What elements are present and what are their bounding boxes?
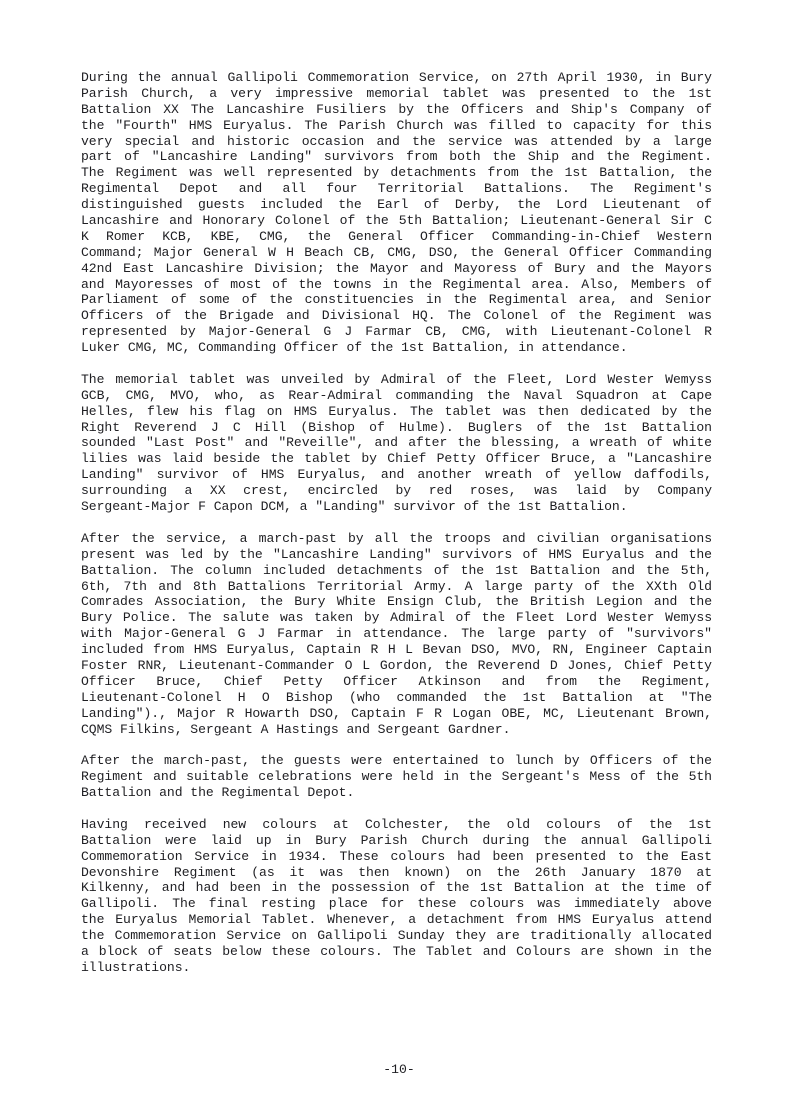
text-line: Regiment and suitable celebrations were held in the Sergeant's Mess of the 5th xyxy=(81,769,712,785)
text-line: Comrades Association, the Bury White Ensign Club, the British Legion and the xyxy=(81,594,712,610)
paragraph-colours xyxy=(81,817,712,976)
text-line: represented by Major-General G J Farmar CB, CMG, with Lieutenant-Colonel R xyxy=(81,324,712,340)
text-line: Landing" survivor of HMS Euryalus, and another wreath of yellow daffodils, xyxy=(81,467,712,483)
text-line: surrounding a XX crest, encircled by red roses, was laid by Company xyxy=(81,483,712,499)
text-line: included from HMS Euryalus, Captain R H L Bevan DSO, MVO, RN, Engineer Captain xyxy=(81,642,712,658)
text-line: Kilkenny, and had been in the possession of the 1st Battalion at the time of xyxy=(81,880,712,896)
text-line: Parliament of some of the constituencies in the Regimental area, and Senior xyxy=(81,292,712,308)
text-line: GCB, CMG, MVO, who, as Rear-Admiral commanding the Naval Squadron at Cape xyxy=(81,387,712,403)
text-line: Officers of the Brigade and Divisional HQ. The Colonel of the Regiment was xyxy=(81,308,712,324)
text-line: the Commemoration Service on Gallipoli Sunday they are traditionally allocated xyxy=(81,928,712,944)
paragraph-commemoration-service xyxy=(81,70,712,356)
text-line: Battalion XX The Lancashire Fusiliers by the Officers and Ship's Company of xyxy=(81,101,712,117)
text-line: 42nd East Lancashire Division; the Mayor and Mayoress of Bury and the Mayors xyxy=(81,260,712,276)
text-line: Having received new colours at Colchester, the old colours of the 1st xyxy=(81,816,712,832)
text-line: Command; Major General W H Beach CB, CMG, DSO, the General Officer Commanding xyxy=(81,244,712,260)
text-line: K Romer KCB, KBE, CMG, the General Officer Commanding-in-Chief Western xyxy=(81,228,712,244)
text-line: Sergeant-Major F Capon DCM, a "Landing" survivor of the 1st Battalion. xyxy=(81,499,628,515)
text-line: lilies was laid beside the tablet by Chief Petty Officer Bruce, a "Lancashire xyxy=(81,451,712,467)
text-line: CQMS Filkins, Sergeant A Hastings and Sergeant Gardner. xyxy=(81,721,511,737)
text-line: Officer Bruce, Chief Petty Officer Atkinson and from the Regiment, xyxy=(81,673,712,689)
paragraph-march-past xyxy=(81,531,712,738)
text-line: Landing")., Major R Howarth DSO, Captain F R Logan OBE, MC, Lieutenant Brown, xyxy=(81,705,712,721)
text-line: After the march-past, the guests were entertained to lunch by Officers of the xyxy=(81,753,712,769)
text-line: Lancashire and Honorary Colonel of the 5th Battalion; Lieutenant-General Sir C xyxy=(81,213,712,229)
text-line: Devonshire Regiment (as it was then known) on the 26th January 1870 at xyxy=(81,864,712,880)
text-line: Right Reverend J C Hill (Bishop of Hulme). Buglers of the 1st Battalion xyxy=(81,419,712,435)
text-line: During the annual Gallipoli Commemoration Service, on 27th April 1930, in Bury xyxy=(81,70,712,85)
text-line: distinguished guests included the Earl of Derby, the Lord Lieutenant of xyxy=(81,197,712,213)
text-line: very special and historic occasion and the service was attended by a large xyxy=(81,133,712,149)
text-line: Bury Police. The salute was taken by Admiral of the Fleet Lord Wester Wemyss xyxy=(81,610,712,626)
text-line: present was led by the "Lancashire Landing" survivors of HMS Euryalus and the xyxy=(81,546,712,562)
text-line: The Regiment was well represented by detachments from the 1st Battalion, the xyxy=(81,165,712,181)
text-line: the Euryalus Memorial Tablet. Whenever, a detachment from HMS Euryalus attend xyxy=(81,912,712,928)
text-line: Foster RNR, Lieutenant-Commander O L Gordon, the Reverend D Jones, Chief Petty xyxy=(81,657,712,673)
text-line: Parish Church, a very impressive memorial tablet was presented to the 1st xyxy=(81,85,712,101)
page-number: -10- xyxy=(383,1062,415,1077)
text-line: Commemoration Service in 1934. These colours had been presented to the East xyxy=(81,848,712,864)
text-line: Helles, flew his flag on HMS Euryalus. The tablet was then dedicated by the xyxy=(81,403,712,419)
paragraph-tablet-unveiling xyxy=(81,372,712,515)
text-line: Regimental Depot and all four Territorial Battalions. The Regiment's xyxy=(81,181,712,197)
text-line: sounded "Last Post" and "Reveille", and after the blessing, a wreath of white xyxy=(81,435,712,451)
text-line: After the service, a march-past by all the troops and civilian organisations xyxy=(81,530,712,546)
text-line: Gallipoli. The final resting place for these colours was immediately above xyxy=(81,896,712,912)
text-line: Battalion were laid up in Bury Parish Church during the annual Gallipoli xyxy=(81,832,712,848)
text-line: a block of seats below these colours. The Tablet and Colours are shown in the xyxy=(81,943,712,959)
text-line: The memorial tablet was unveiled by Admiral of the Fleet, Lord Wester Wemyss xyxy=(81,371,712,387)
text-line: 6th, 7th and 8th Battalions Territorial Army. A large party of the XXth Old xyxy=(81,578,712,594)
paragraph-lunch xyxy=(81,753,712,801)
text-line: Battalion. The column included detachments of the 1st Battalion and the 5th, xyxy=(81,562,712,578)
text-line: Battalion and the Regimental Depot. xyxy=(81,785,355,801)
text-line: Luker CMG, MC, Commanding Officer of the 1st Battalion, in attendance. xyxy=(81,340,628,356)
text-line: illustrations. xyxy=(81,959,191,975)
document-body xyxy=(81,70,712,992)
text-line: with Major-General G J Farmar in attendance. The large party of "survivors" xyxy=(81,626,712,642)
text-line: the "Fourth" HMS Euryalus. The Parish Church was filled to capacity for this xyxy=(81,117,712,133)
text-line: and Mayoresses of most of the towns in the Regimental area. Also, Members of xyxy=(81,276,712,292)
text-line: part of "Lancashire Landing" survivors from both the Ship and the Regiment. xyxy=(81,149,712,165)
text-line: Lieutenant-Colonel H O Bishop (who commanded the 1st Battalion at "The xyxy=(81,689,712,705)
